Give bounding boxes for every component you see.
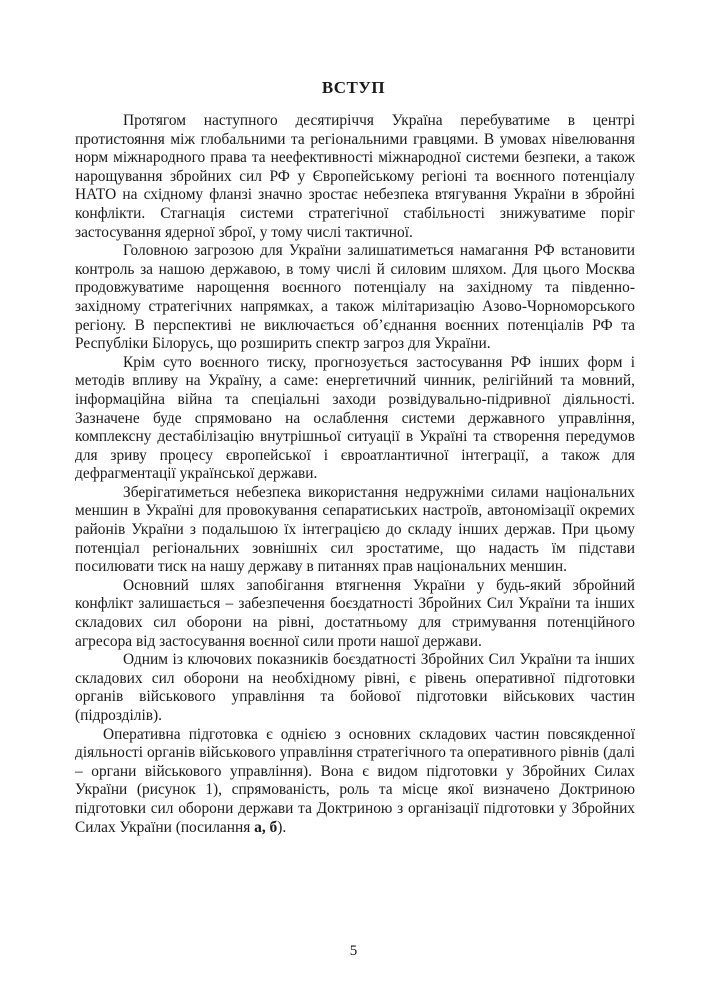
paragraph-6: Одним із ключових показників боєздатності Збройних Сил України та інших складових сил оборони на необхідному рівні, є рівень оперативної підготовки органів військового управління та бойової підготовки військових частин (підрозділів).	[75, 651, 635, 724]
page-title: ВСТУП	[321, 78, 386, 97]
paragraph-7	[75, 726, 635, 838]
page-number: 5	[349, 943, 358, 959]
paragraph-1: Протягом наступного десятиріччя Україна перебуватиме в центрі протистояння між глобальними та регіональними гравцями. В умовах нівелювання норм міжнародного права та неефективності міжнародної системи безпеки, а також нарощування збройних сил РФ у Європейському регіоні та воєнного потенціалу НАТО на східному фланзі значно зростає небезпека втягування України в збройні конфлікти. Стагнація системи стратегічної стабільності знижуватиме поріг застосування ядерної зброї, у тому числі тактичної.	[75, 112, 635, 241]
paragraph-3: Крім суто воєнного тиску, прогнозується застосування РФ інших форм і методів впливу на Україну, а саме: енергетичний чинник, релігійний та мовний, інформаційна війна та спеціальні заходи розвідувально-підривної діяльності. Зазначене буде спрямовано на ослаблення системи державного управління, комплексну дестабілізацію внутрішньої ситуації в Україні та створення передумов для зриву процесу європейської і євроатлантичної інтеграції, а також для дефрагментації української держави.	[75, 353, 635, 483]
paragraph-7-end: ).	[277, 818, 287, 836]
paragraph-2: Головною загрозою для України залишатиметься намагання РФ встановити контроль за нашою державою, в тому числі й силовим шляхом. Для цього Москва продовжуватиме нарощення воєнного потенціалу на західному та південно-західному стратегічних напрямках, а також мілітаризацію Азово-Чорноморського регіону. В перспективі не виключається об’єднання воєнних потенціалів РФ та Республіки Білорусь, що розширить спектр загроз для України.	[75, 242, 635, 353]
paragraph-7-text: Оперативна підготовка є однією з основних складових частин повсякденної діяльності органів військового управління стратегічного та оперативного рівнів (далі – органи військового управління). Вона є видом підготовки у Збройних Силах України (рисунок 1), спрямованість, роль та місце якої визначено Доктриною підготовки сил оборони держави та Доктриною з організації підготовки у Збройних Силах України (посилання	[75, 725, 635, 836]
reference-label: а, б	[254, 818, 278, 836]
paragraph-5: Основний шлях запобігання втягнення України у будь-який збройний конфлікт залишається – забезпечення боєздатності Збройних Сил України та інших складових сил оборони на рівні, достатньому для стримування потенційного агресора від застосування воєнної сили проти нашої держави.	[75, 576, 635, 650]
body-text	[75, 112, 635, 837]
paragraph-4: Зберігатиметься небезпека використання недружніми силами національних меншин в Україні для провокування сепаратиських настроїв, автономізації окремих районів України з подальшою їх інтеграцією до складу інших держав. При цьому потенціал регіональних зовнішніх сил зростатиме, що надасть їм підстави посилювати тиск на нашу державу в питаннях прав національних меншин.	[75, 483, 635, 576]
